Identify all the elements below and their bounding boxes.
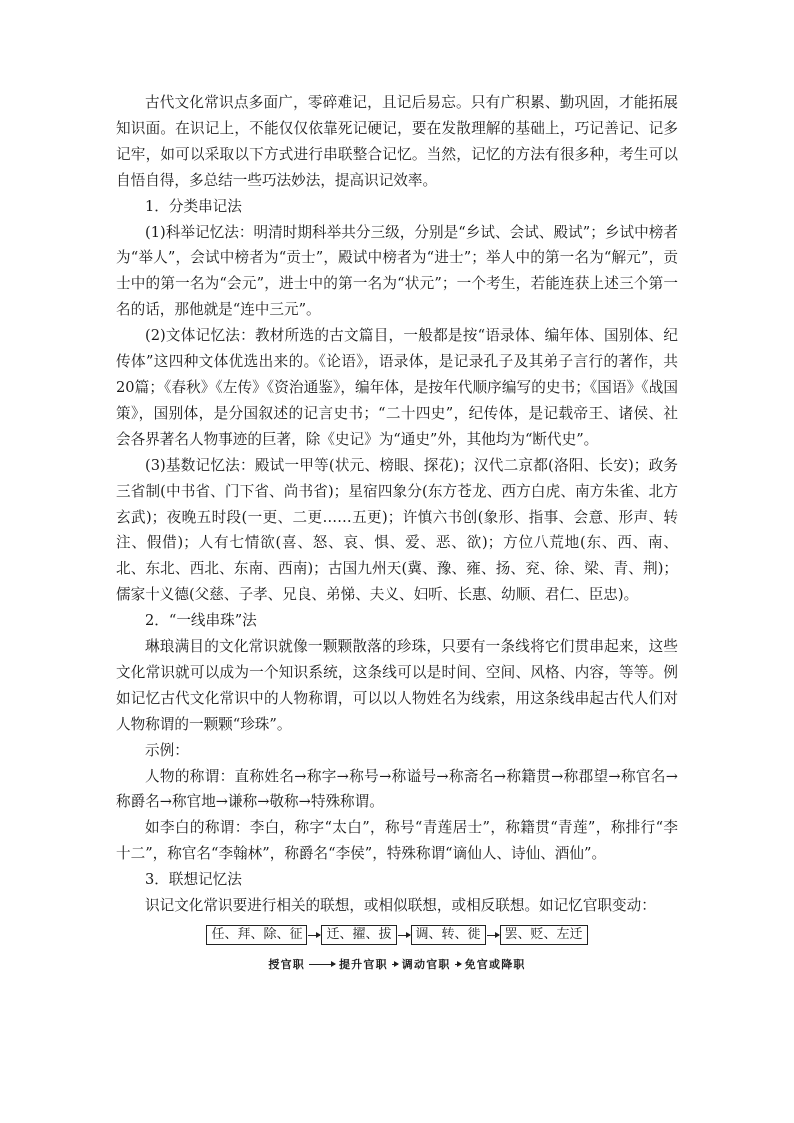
- intro-paragraph: 古代文化常识点多面广，零碎难记，且记后易忘。只有广积累、勤巩固，才能拓展知识面。在识记上，不能仅仅依靠死记硬记，要在发散理解的基础上，巧记善记、记多记牢，如可以采取以下方式进行串联整合记忆。当然，记忆的方法有很多种，考生可以自悟自得，多总结一些巧法妙法，提高识记效率。: [116, 94, 678, 189]
- diagram-box-dismiss: 罢、贬、左迁: [500, 925, 588, 945]
- official-post-diagram: [116, 925, 678, 981]
- arrow-icon: [487, 935, 499, 936]
- arrow-icon: [309, 964, 335, 965]
- section-heading-classification: 1．分类串记法: [145, 197, 242, 215]
- arrow-icon: [392, 964, 398, 965]
- section-heading-one-thread: 2．“一线串珠”法: [145, 612, 257, 630]
- paragraph-li-bai: 如李白的称谓：李白，称字“太白”，称号“青莲居士”，称籍贯“青莲”，称排行“李十二”，称官名“李翰林”，称爵名“李侯”，特殊称谓“谪仙人、诗仙、酒仙”。: [116, 819, 678, 863]
- paragraph-appellations: 人物的称谓：直称姓名→称字→称号→称谥号→称斋名→称籍贯→称郡望→称官名→称爵名→称官地→谦称→敬称→特殊称谓。: [116, 767, 678, 811]
- example-label: 示例：: [145, 741, 189, 759]
- diagram-box-transfer: 调、转、徙: [411, 925, 486, 945]
- arrow-icon: [308, 935, 320, 936]
- paragraph-genre-memory: (2)文体记忆法：教材所选的古文篇目，一般都是按“语录体、编年体、国别体、纪传体”这四种文体优选出来的。《论语》，语录体，是记录孔子及其弟子言行的著作，共20篇；《春秋》《左传》《资治通鉴》，编年体，是按年代顺序编写的史书；《国语》《战国策》，国别体，是分国叙述的记言史书；“二十四史”，纪传体，是记载帝王、诸侯、社会各界著名人物事迹的巨著，除《史记》为“通史”外，其他均为“断代史”。: [116, 327, 678, 448]
- paragraph-number-memory: (3)基数记忆法：殿试一甲等(状元、榜眼、探花)；汉代二京都(洛阳、长安)；政务三省制(中书省、门下省、尚书省)；星宿四象分(东方苍龙、西方白虎、南方朱雀、北方玄武)；夜晚五时段(一更、二更……五更)；许慎六书创(象形、指事、会意、形声、转注、假借)；人有七情欲(喜、怒、哀、惧、爱、恶、欲)；方位八荒地(东、西、南、北、东北、西北、东南、西南)；古国九州天(冀、豫、雍、扬、兖、徐、梁、青、荆)；儒家十义德(父慈、子孝、兄良、弟悌、夫义、妇听、长惠、幼顺、君仁、臣忠)。: [116, 456, 678, 604]
- diagram-box-promote: 迁、擢、拔: [321, 925, 396, 945]
- diagram-label-transfer: 调动官职: [401, 958, 451, 971]
- paragraph-keju-memory: (1)科举记忆法：明清时期科举共分三级，分别是“乡试、会试、殿试”；乡试中榜者为“举人”，会试中榜者为“贡士”，殿试中榜者为“进士”；举人中的第一名为“解元”，贡士中的第一名为“会元”，进士中的第一名为“状元”；一个考生，若能连获上述三个第一名的话，那他就是“连中三元”。: [116, 223, 678, 319]
- document-body: [116, 90, 678, 981]
- diagram-label-appoint: 授官职: [268, 958, 305, 971]
- diagram-label-row: [116, 956, 678, 972]
- diagram-box-appoint: 任、拜、除、征: [206, 925, 307, 945]
- arrow-icon: [455, 964, 461, 965]
- diagram-label-dismiss: 免官或降职: [464, 958, 526, 971]
- diagram-box-row: [116, 925, 678, 945]
- diagram-label-promote: 提升官职: [338, 958, 388, 971]
- section-heading-association: 3．联想记忆法: [145, 871, 242, 889]
- arrow-icon: [398, 935, 410, 936]
- paragraph-association: 识记文化常识要进行相关的联想，或相似联想，或相反联想。如记忆官职变动：: [145, 897, 656, 915]
- paragraph-pearls: 琳琅满目的文化常识就像一颗颗散落的珍珠，只要有一条线将它们贯串起来，这些文化常识就可以成为一个知识系统，这条线可以是时间、空间、风格、内容，等等。例如记忆古代文化常识中的人物称谓，可以以人物姓名为线索，用这条线串起古代人们对人物称谓的一颗颗“珍珠”。: [116, 638, 678, 733]
